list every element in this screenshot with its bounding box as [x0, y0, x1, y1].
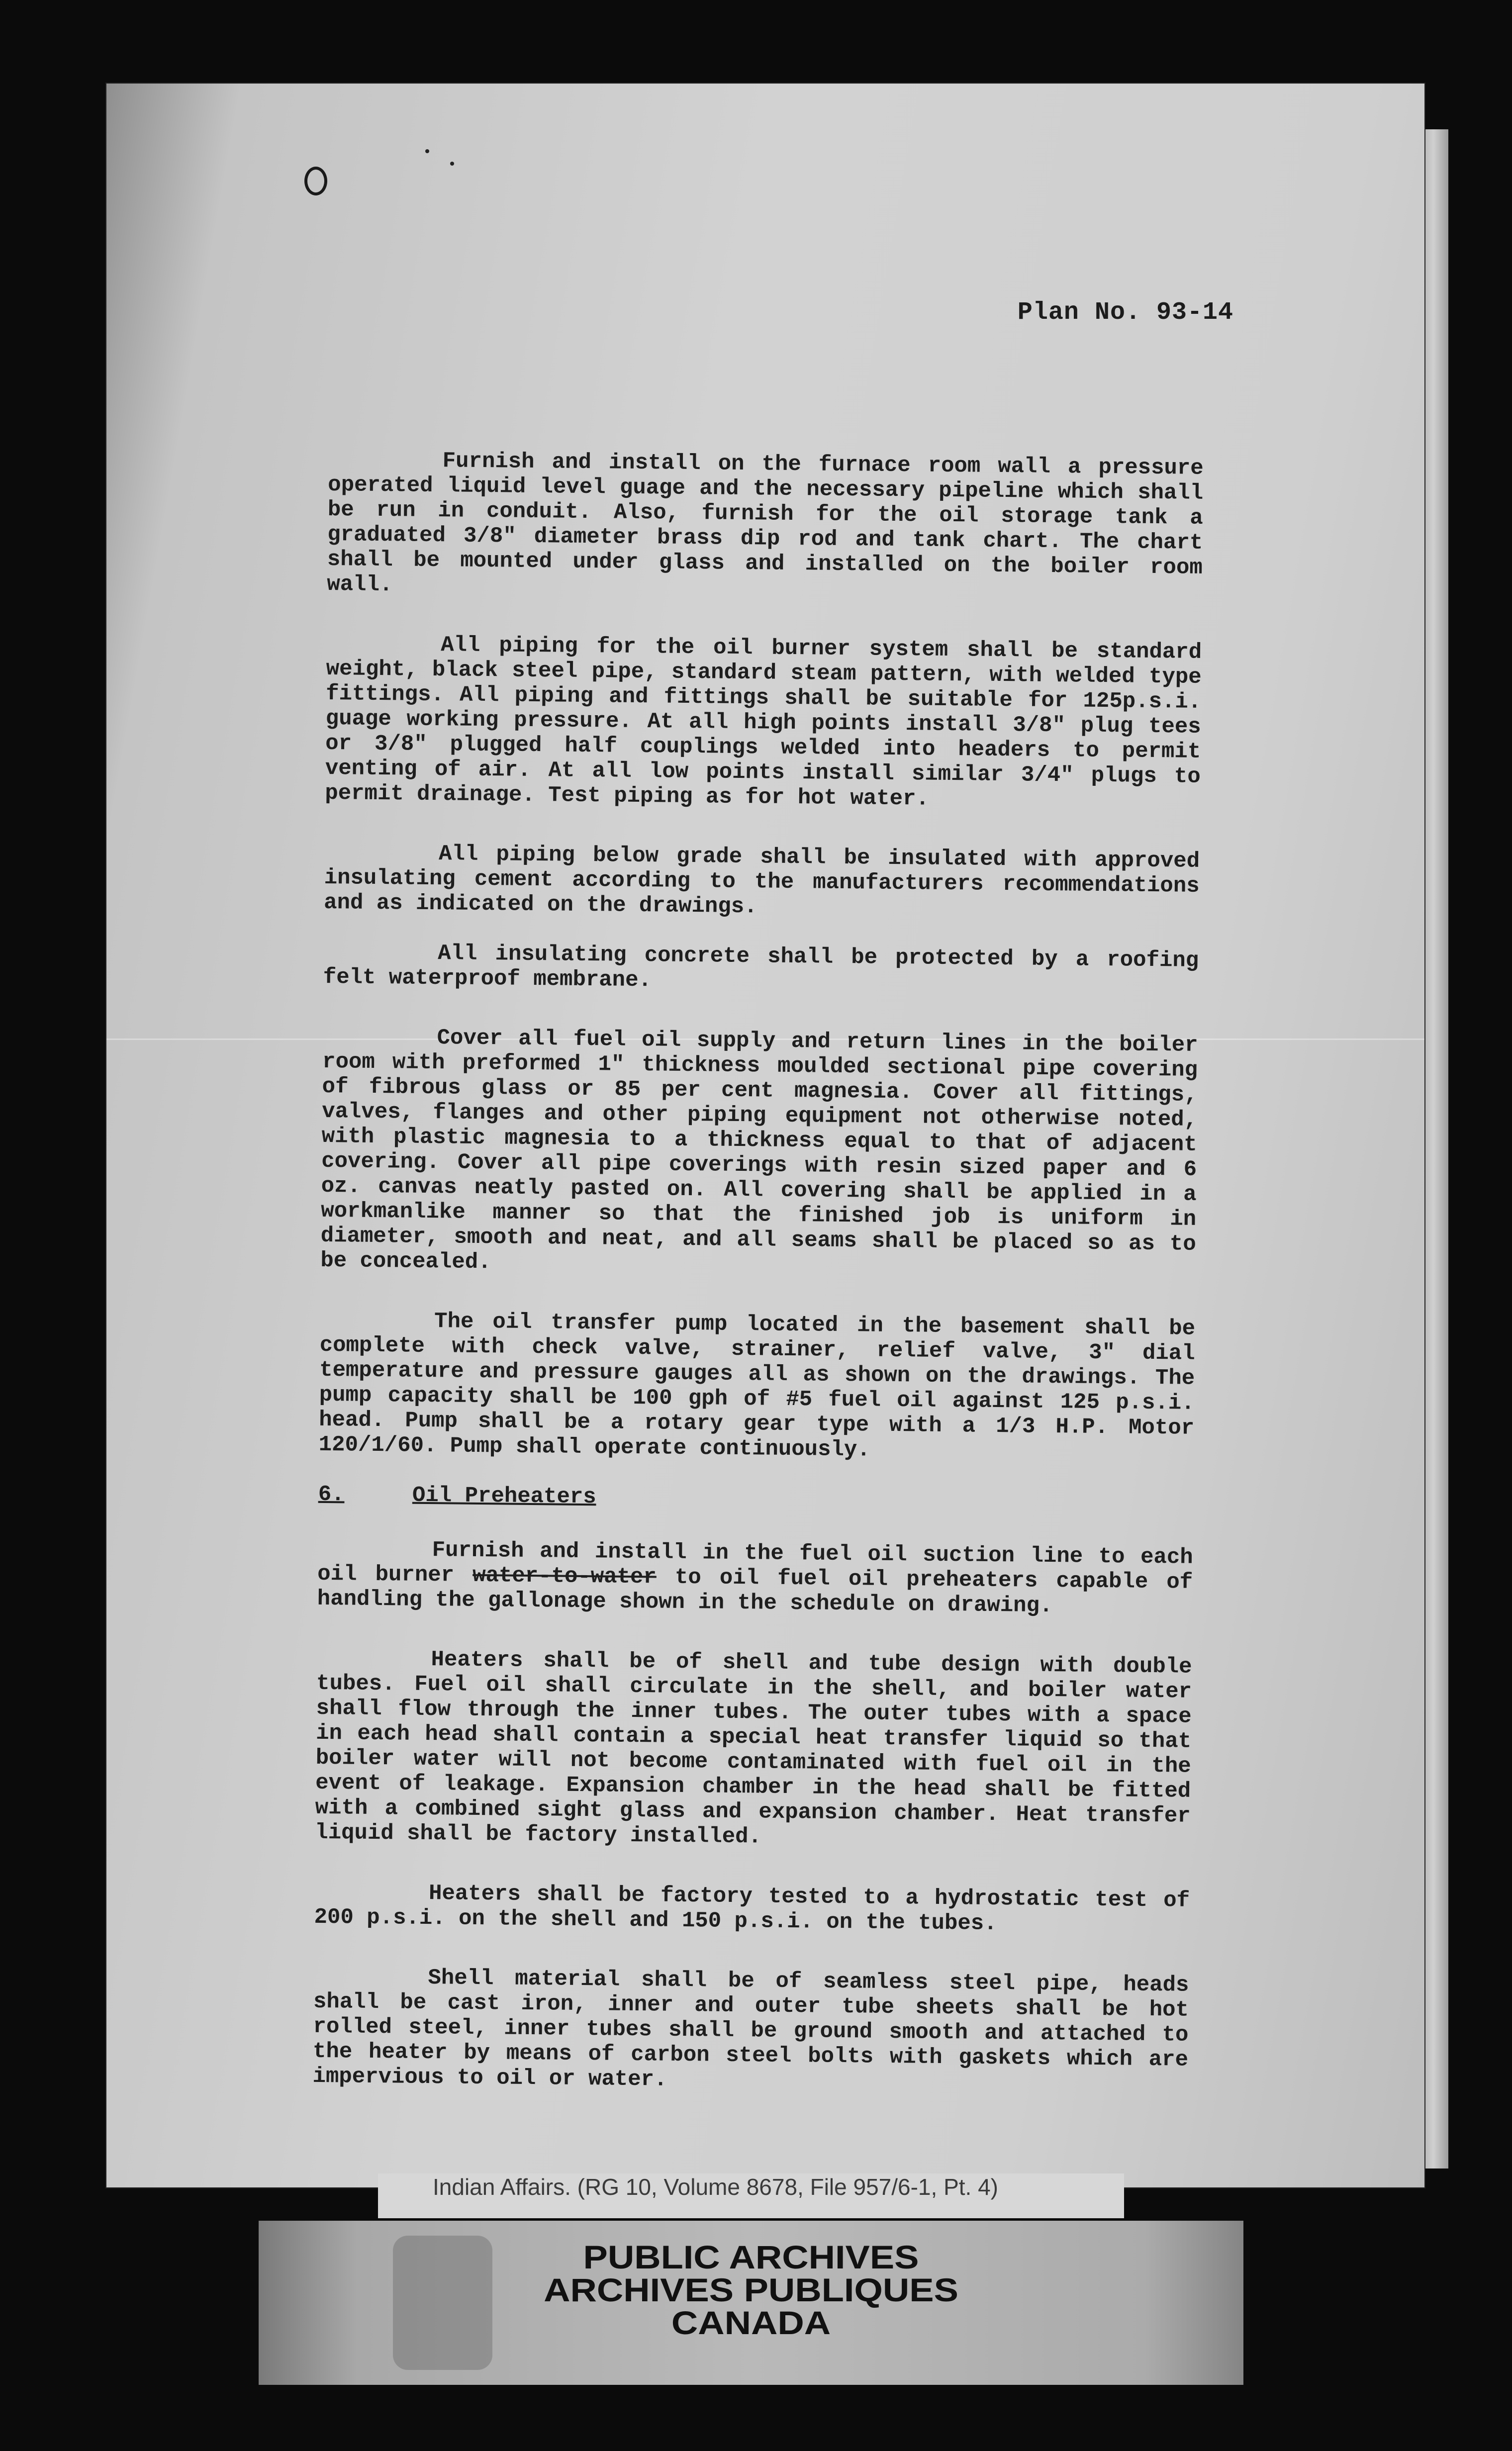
caption-strip [378, 2173, 1124, 2218]
struck-text: water-to-water [472, 1563, 657, 1590]
paragraph: Cover all fuel oil supply and return lines in the boiler room with preformed 1" thickness moulded sectional pipe covering of fibrous glass or 85 per cent magnesia. Cover all fittings, valves, flanges and other piping equipment not otherwise noted, with plastic magnesia to a thickness equal to that of adjacent covering. Cover all pipe coverings with resin sized paper and 6 oz. canvas neatly pasted on. All covering shall be applied in a workmanlike manner so that the finished job is uniform in diameter, smooth and neat, and all seams shall be placed so as to be concealed. [320, 1026, 1198, 1275]
text-run: Furnish and install in the fuel oil suction line to each oil burner [317, 1538, 1193, 1588]
archive-line: PUBLIC ARCHIVES [583, 2239, 919, 2275]
paragraph: Heaters shall be of shell and tube design with double tubes. Fuel oil shall circulate in the shell, and boiler water shall flow through the inner tubes. The outer tubes with a space in each head shall contain a special heat transfer liquid so that boiler water will not become contaminated with fuel oil in the event of leakage. Expansion chamber in the head shall be fitted with a combined sight glass and expansion chamber. Heat transfer liquid shall be factory installed. [315, 1647, 1192, 1850]
paragraph: Heaters shall be factory tested to a hydrostatic test of 200 p.s.i. on the shell and 150 p.s.i. on the tubes. [314, 1881, 1190, 1937]
text-run: to oil fuel oil preheaters capable of handling the gallonage shown in the schedule on drawing. [317, 1565, 1193, 1619]
speck-mark [425, 149, 429, 153]
paragraph [317, 1537, 1193, 1620]
punch-hole-mark [304, 167, 327, 195]
plan-number: Plan No. 93-14 [1017, 298, 1233, 327]
paragraph: All piping below grade shall be insulated with approved insulating cement according to the manufacturers recommendations and as indicated on the drawings. [323, 842, 1200, 920]
paragraph: The oil transfer pump located in the basement shall be complete with check valve, strainer, relief valve, 3" dial temperature and pressure gauges all as shown on the drawings. The pump capacity shall be 100 gph of #5 fuel oil against 125 p.s.i. head. Pump shall be a rotary gear type with a 1/3 H.P. Motor 120/1/60. Pump shall operate continuously. [318, 1309, 1196, 1463]
archive-label [259, 2221, 1243, 2385]
section-heading [318, 1482, 1194, 1515]
paragraph: All insulating concrete shall be protected by a roofing felt waterproof membrane. [323, 941, 1199, 993]
archive-caption: Indian Affairs. (RG 10, Volume 8678, File 957/6-1, Pt. 4) [433, 2174, 998, 2200]
document-body [312, 448, 1204, 2132]
paragraph: Furnish and install on the furnace room wall a pressure operated liquid level guage and the necessary pipeline which shall be run in conduit. Also, furnish for the oil storage tank a graduated 3/8" diameter brass dip rod and tank chart. The chart shall be mounted under glass and installed on the boiler room wall. [327, 449, 1204, 598]
archive-stamp [259, 2241, 1243, 2339]
archive-line: CANADA [671, 2304, 831, 2341]
archive-line: ARCHIVES PUBLIQUES [544, 2271, 958, 2308]
paragraph: Shell material shall be of seamless steel pipe, heads shall be cast iron, inner and outer tube sheets shall be hot rolled steel, inner tubes shall be ground smooth and attached to the heater by means of carbon steel bolts with gaskets which are impervious to oil or water. [312, 1966, 1189, 2092]
paragraph: All piping for the oil burner system shall be standard weight, black steel pipe, standard steam pattern, with welded type fittings. All piping and fittings shall be suitable for 125p.s.i. guage working pressure. At all high points install 3/8" plug tees or 3/8" plugged half couplings welded into headers to permit venting of air. At all low points install similar 3/4" plugs to permit drainage. Test piping as for hot water. [325, 633, 1202, 812]
speck-mark [450, 162, 454, 166]
section-title: Oil Preheaters [412, 1483, 596, 1510]
section-number: 6. [318, 1482, 345, 1508]
